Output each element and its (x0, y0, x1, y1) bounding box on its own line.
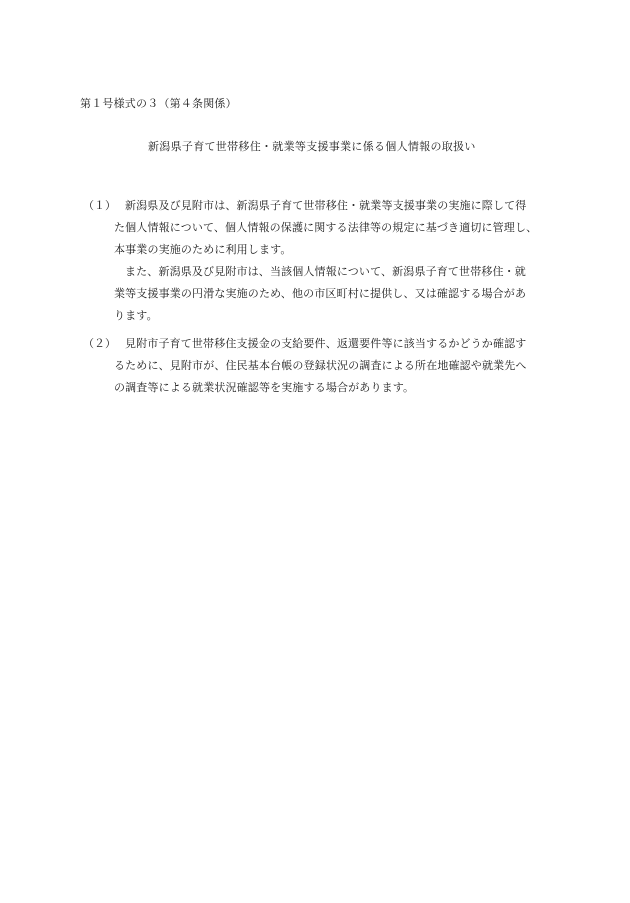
clause-line: 新潟県及び見附市は、新潟県子育て世帯移住・就業等支援事業の実施に際して得 (125, 199, 527, 212)
clause-line: 本事業の実施のために利用します。 (114, 243, 292, 256)
document-title: 新潟県子育て世帯移住・就業等支援事業に係る個人情報の取扱い (148, 140, 476, 153)
clause-number: （１） (83, 199, 116, 212)
clause-line: た個人情報について、個人情報の保護に関する法律等の規定に基づき適切に管理し、 (114, 221, 538, 234)
clause-number: （２） (83, 337, 116, 350)
clause-text (114, 195, 570, 327)
clause-text (114, 333, 570, 399)
clause-line: るために、見附市が、住民基本台帳の登録状況の調査による所在地確認や就業先へ (114, 359, 527, 372)
form-number-label: 第１号様式の３（第４条関係） (80, 97, 237, 110)
clause-line: 見附市子育て世帯移住支援金の支給要件、返還要件等に該当するかどうか確認す (125, 337, 527, 350)
clause-line: の調査等による就業状況確認等を実施する場合があります。 (114, 381, 415, 394)
clause-line: 業等支援事業の円滑な実施のため、他の市区町村に提供し、又は確認する場合があ (114, 287, 527, 300)
clause-line: また、新潟県及び見附市は、当該個人情報について、新潟県子育て世帯移住・就 (125, 265, 526, 278)
clause-line: ります。 (114, 309, 158, 322)
